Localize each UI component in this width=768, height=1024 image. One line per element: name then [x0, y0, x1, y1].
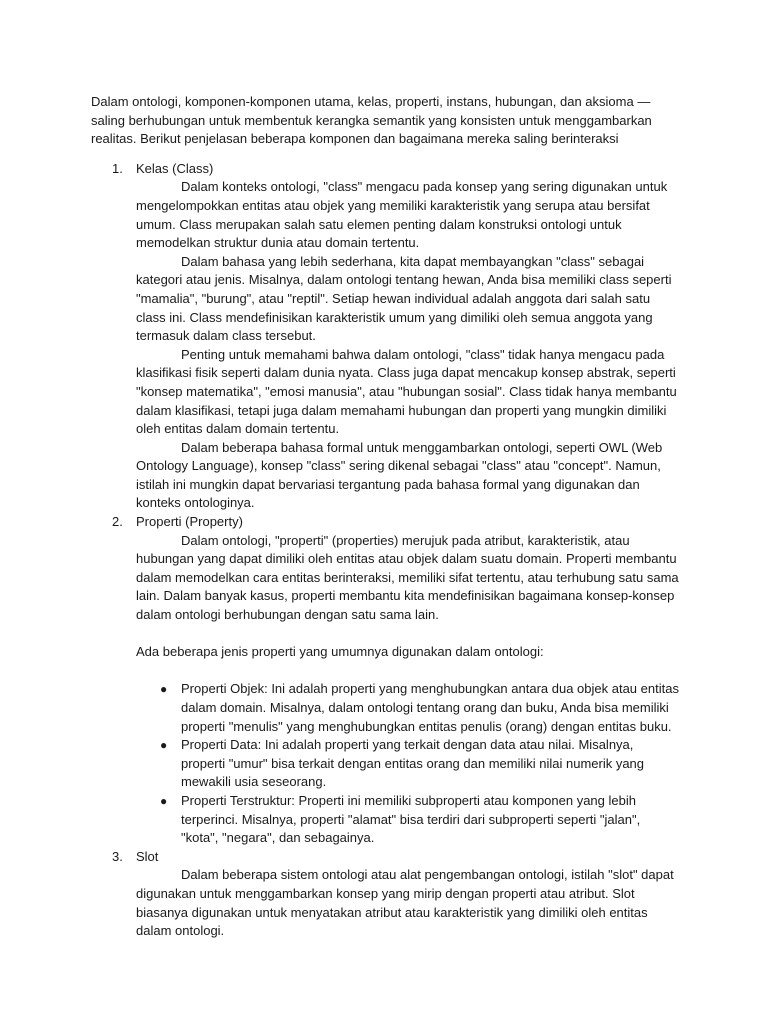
section-number: 2.	[112, 514, 123, 530]
section-class	[91, 160, 681, 513]
section-title: Properti (Property)	[136, 514, 243, 530]
list-item	[136, 792, 681, 848]
section-number: 1.	[112, 160, 123, 176]
list-item-text: Properti Data: Ini adalah properti yang terkait dengan data atau nilai. Misalnya, properti "umur" bisa terkait dengan entitas orang dan memiliki nilai numerik yang mewakili usia seseorang.	[181, 737, 645, 790]
list-item-text: Properti Objek: Ini adalah properti yang menghubungkan antara dua objek atau entitas dalam domain. Misalnya, dalam ontologi tentang orang dan buku, Anda bisa memiliki properti "menulis" yang menghubungkan entitas penulis (orang) dengan entitas buku.	[181, 681, 679, 734]
section-paragraph: Dalam ontologi, "properti" (properties) merujuk pada atribut, karakteristik, atau hubungan yang dapat dimiliki oleh entitas atau objek dalam suatu domain. Properti membantu dalam memodelkan cara entitas berinteraksi, memiliki sifat tertentu, atau terhubung satu sama lain. Dalam banyak kasus, properti membantu kita mendefinisikan bagaimana konsep-konsep dalam ontologi berhubungan dengan satu sama lain.	[136, 532, 679, 623]
section-paragraph: Penting untuk memahami bahwa dalam ontologi, "class" tidak hanya mengacu pada klasifikasi fisik seperti dalam dunia nyata. Class juga dapat mencakup konsep abstrak, seperti "konsep matematika", "emosi manusia", atau "hubungan sosial". Class tidak hanya membantu dalam klasifikasi, tetapi juga dalam memahami hubungan dan properti yang mungkin dimiliki oleh entitas dalam domain tertentu.	[136, 346, 677, 437]
property-types-intro: Ada beberapa jenis properti yang umumnya digunakan dalam ontologi:	[136, 644, 544, 660]
section-slot	[91, 848, 681, 941]
section-paragraph: Dalam bahasa yang lebih sederhana, kita dapat membayangkan "class" sebagai kategori atau jenis. Misalnya, dalam ontologi tentang hewan, Anda bisa memiliki class seperti "mamalia", "burung", atau "reptil". Setiap hewan individual adalah anggota dari salah satu class ini. Class mendefinisikan karakteristik umum yang dimiliki oleh semua anggota yang termasuk dalam class tersebut.	[136, 253, 672, 344]
bullet-icon: ●	[160, 793, 168, 808]
intro-paragraph: Dalam ontologi, komponen-komponen utama, kelas, properti, instans, hubungan, dan aksioma — saling berhubungan untuk membentuk kerangka semantik yang konsisten untuk menggambarkan realitas. Berikut penjelasan beberapa komponen dan bagaimana mereka saling berinteraksi	[91, 94, 652, 147]
property-types-list	[136, 680, 681, 847]
document-page	[91, 93, 681, 941]
section-paragraph: Dalam beberapa sistem ontologi atau alat pengembangan ontologi, istilah "slot" dapat digunakan untuk menggambarkan konsep yang mirip dengan properti atau atribut. Slot biasanya digunakan untuk menyatakan atribut atau karakteristik yang dimiliki oleh entitas dalam ontologi.	[136, 867, 674, 939]
section-number: 3.	[112, 848, 123, 864]
section-paragraph: Dalam beberapa bahasa formal untuk menggambarkan ontologi, seperti OWL (Web Ontology Language), konsep "class" sering dikenal sebagai "class" atau "concept". Namun, istilah ini mungkin dapat bervariasi tergantung pada bahasa formal yang digunakan dan konteks ontologinya.	[136, 439, 663, 511]
list-item-text: Properti Terstruktur: Properti ini memiliki subproperti atau komponen yang lebih terperinci. Misalnya, properti "alamat" bisa terdiri dari subproperti seperti "jalan", "kota", "negara", dan sebagainya.	[181, 792, 641, 846]
bullet-icon: ●	[160, 682, 168, 697]
component-list	[91, 160, 681, 941]
list-item	[136, 680, 681, 736]
list-item	[136, 736, 681, 792]
section-title: Slot	[136, 848, 159, 864]
bullet-icon: ●	[160, 738, 168, 753]
section-title: Kelas (Class)	[136, 160, 214, 176]
section-paragraph: Dalam konteks ontologi, "class" mengacu pada konsep yang sering digunakan untuk mengelompokkan entitas atau objek yang memiliki karakteristik yang serupa atau bersifat umum. Class merupakan salah satu elemen penting dalam konstruksi ontologi untuk memodelkan struktur dunia atau domain tertentu.	[136, 179, 668, 251]
section-property	[91, 513, 681, 848]
